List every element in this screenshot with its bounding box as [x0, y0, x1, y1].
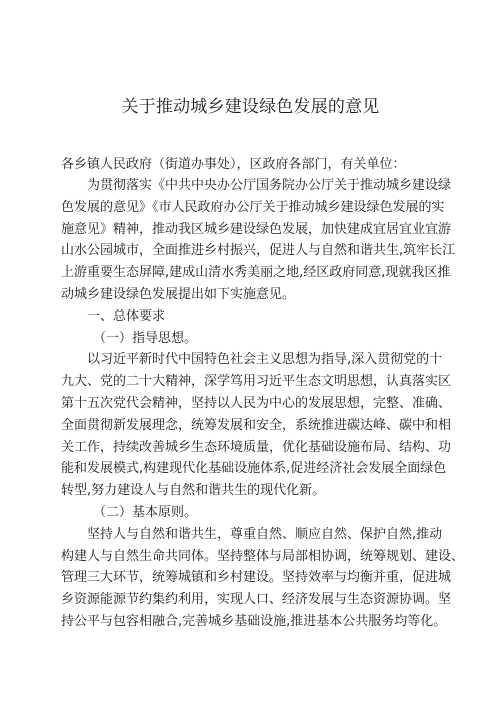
guiding-ideology-paragraph	[61, 349, 452, 502]
text-line: 九大、党的二十大精神，深学笃用习近平生态文明思想，认真落实区	[61, 374, 452, 390]
text-line: 构建人与自然生命共同体。坚持整体与局部相协调，统筹规划、建设、	[61, 548, 465, 564]
text-line: 能和发展模式,构建现代化基础设施体系,促进经济社会发展全面绿色	[61, 461, 447, 477]
text-line: 关工作，持续改善城乡生态环境质量，优化基础设施布局、结构、功	[61, 439, 452, 455]
text-line: 管理三大环节，统筹城镇和乡村建设。坚持效率与均衡并重，促进城	[61, 570, 452, 586]
text-line: 持公平与包容相融合,完善城乡基础设施,推进基本公共服务均等化。	[61, 613, 447, 629]
text-line: 坚持人与自然和谐共生，尊重自然、顺应自然、保护自然,推动	[87, 526, 443, 542]
text-line: 色发展的意见》《市人民政府办公厅关于推动城乡建设绿色发展的实	[61, 199, 445, 215]
document-title: 关于推动城乡建设绿色发展的意见	[121, 97, 380, 117]
intro-paragraph	[61, 175, 456, 306]
text-line: 第十五次党代会精神，坚持以人民为中心的发展思想，完整、准确、	[61, 395, 452, 411]
text-line: 乡资源能源节约集约利用，实现人口、经济发展与生态资源协调。坚	[61, 592, 452, 608]
subsection-heading-guiding-ideology: （一）指导思想。	[93, 330, 198, 346]
subsection-heading-basic-principles: （二）基本原则。	[93, 504, 198, 520]
section-heading-general-requirements: 一、总体要求	[87, 308, 166, 324]
text-line: 施意见》精神，推动我区城乡建设绿色发展，加快建成宜居宜业宜游	[61, 221, 452, 237]
text-line: 山水公园城市，全面推进乡村振兴，促进人与自然和谐共生,筑牢长江	[61, 243, 456, 259]
text-line: 以习近平新时代中国特色社会主义思想为指导,深入贯彻党的十	[87, 352, 443, 368]
text-line: 动城乡建设绿色发展提出如下实施意见。	[61, 286, 296, 302]
text-line: 转型,努力建设人与自然和谐共生的现代化新。	[61, 483, 326, 499]
basic-principles-paragraph	[61, 524, 465, 633]
text-line: 上游重要生态屏障,建成山清水秀美丽之地,经区政府同意,现就我区推	[61, 265, 451, 281]
text-line: 全面贯彻新发展理念，统筹发展和安全，系统推进碳达峰、碳中和相	[61, 417, 452, 433]
salutation: 各乡镇人民政府（街道办事处），区政府各部门，有关单位：	[61, 157, 406, 172]
text-line: 为贯彻落实《中共中央办公厅国务院办公厅关于推动城乡建设绿	[87, 178, 452, 193]
